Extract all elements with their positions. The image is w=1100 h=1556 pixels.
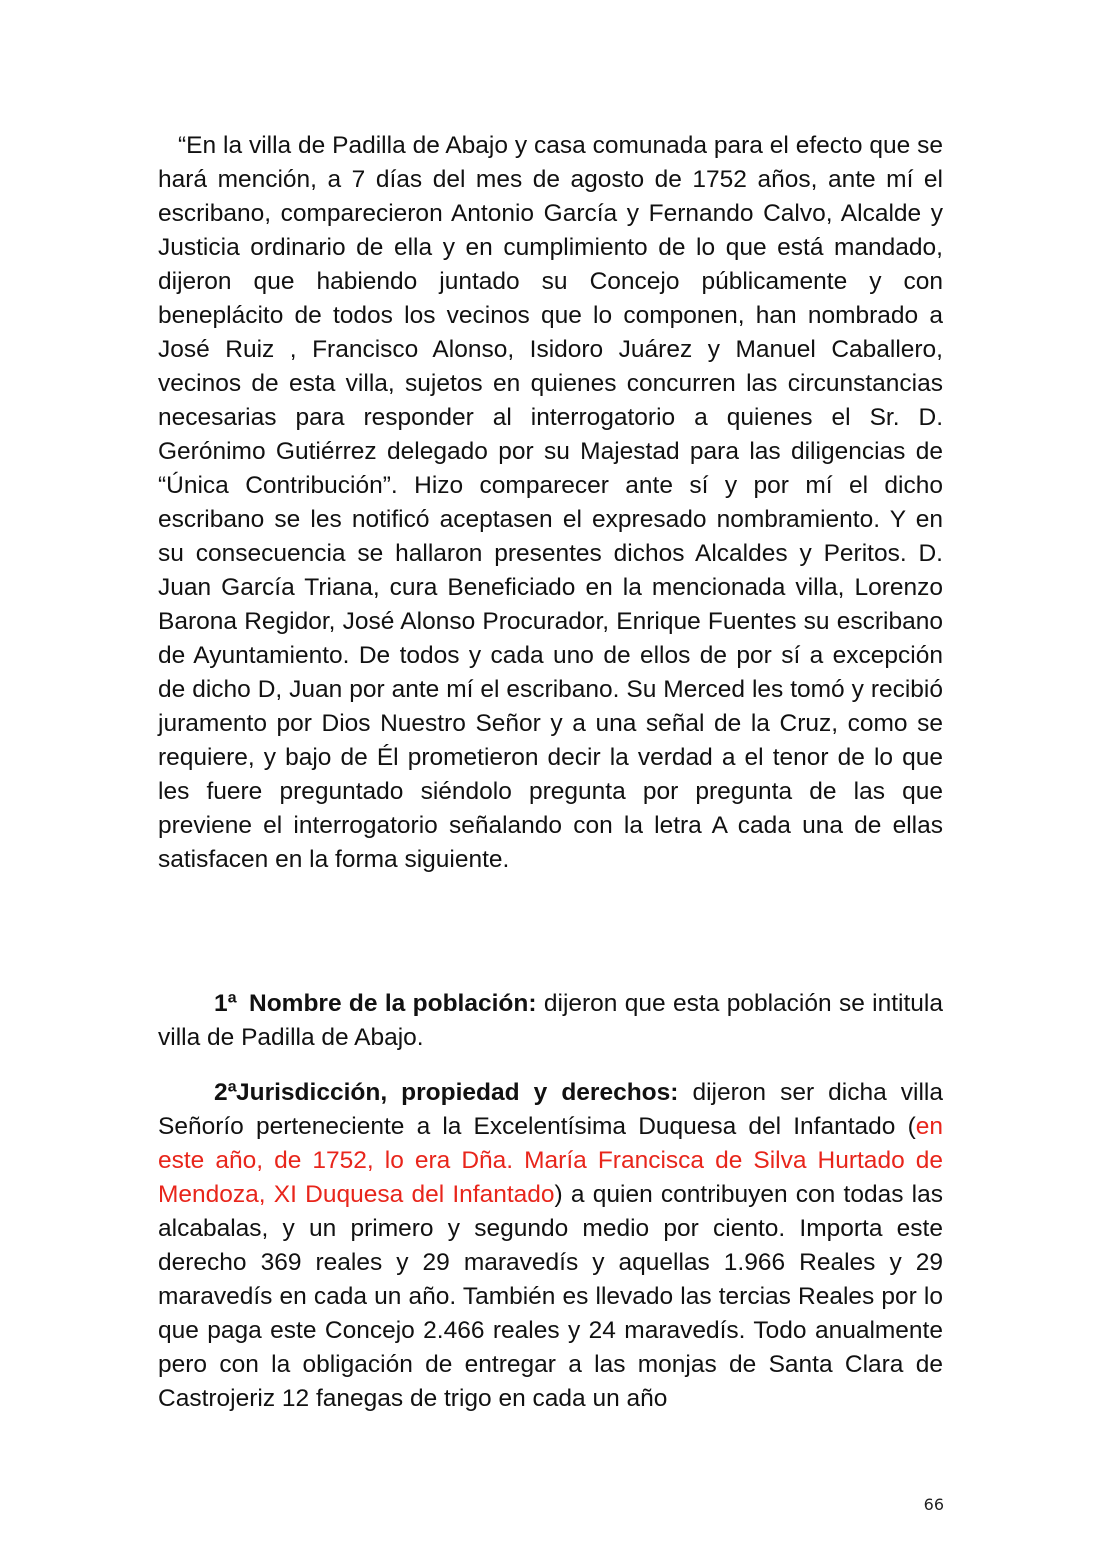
question-number: 2ª [214,1079,237,1106]
question-heading: Nombre de la población: [249,990,537,1017]
intro-paragraph: “En la villa de Padilla de Abajo y casa comunada para el efecto que se hará mención, a 7 días del mes de agosto de 1752 años, ante mí el escribano, comparecieron Antonio García y Fernando Calvo, Alcalde y Justicia ordinario de ella y en cumplimiento de lo que está mandado, dijeron que habiendo juntado su Concejo públicamente y con beneplácito de todos los vecinos que lo componen, han nombrado a José Ruiz , Francisco Alonso, Isidoro Juárez y Manuel Caballero, vecinos de esta villa, sujetos en quienes concurren las circunstancias necesarias para responder al interrogatorio a quienes el Sr. D. Gerónimo Gutiérrez delegado por su Majestad para las diligencias de “Única Contribución”. Hizo comparecer ante sí y por mí el dicho escribano se les notificó aceptasen el expresado nombramiento. Y en su consecuencia se hallaron presentes dichos Alcaldes y Peritos. D. Juan García Triana, cura Beneficiado en la mencionada villa, Lorenzo Barona Regidor, José Alonso Procurador, Enrique Fuentes su escribano de Ayuntamiento. De todos y cada uno de ellos de por sí a excepción de dicho D, Juan por ante mí el escribano. Su Merced les tomó y recibió juramento por Dios Nuestro Señor y a una señal de la Cruz, como se requiere, y bajo de Él prometieron decir la verdad a el tenor de lo que les fuere preguntado siéndolo pregunta por pregunta de las que previene el interrogatorio señalando con la letra A cada una de ellas satisfacen en la forma siguiente. [158,132,943,873]
page-number: 66 [923,1495,944,1514]
question-answer: dijeron que esta población se intitula villa de Padilla de Abajo. [158,990,943,1051]
editor-note: en este año, de 1752, lo era Dña. María Francisca de Silva Hurtado de Mendoza, XI Duquesa del Infantado [158,1113,943,1208]
question-heading: Jurisdicción, propiedad y derechos: [236,1079,679,1106]
question-item-2 [158,1076,943,1416]
question-answer-end: ) a quien contribuyen con todas las alcabalas, y un primero y segundo medio por ciento. Importa este derecho 369 reales y 29 maravedís y aquellas 1.966 Reales y 29 maravedís en cada un año. También es llevado las tercias Reales por lo que paga este Concejo 2.466 reales y 24 maravedís. Todo anualmente pero con la obligación de entregar a las monjas de Santa Clara de Castrojeriz 12 fanegas de trigo en cada un año [158,1181,943,1412]
question-number: 1ª [214,990,237,1017]
question-item-1 [158,987,943,1055]
question-answer-start: dijeron ser dicha villa Señorío perteneciente a la Excelentísima Duquesa del Infantado ( [158,1079,944,1140]
